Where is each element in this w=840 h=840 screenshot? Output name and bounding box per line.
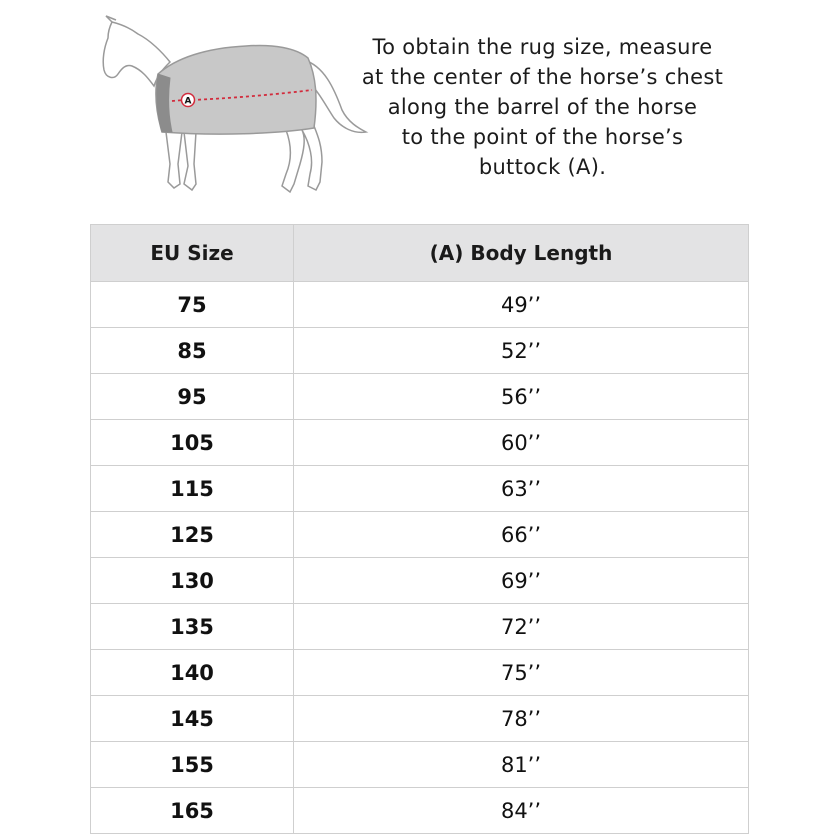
eu-size-cell: 135 [91,604,294,650]
table-row [91,282,749,328]
body-length-cell: 49’’ [294,282,749,328]
body-length-cell: 84’’ [294,788,749,834]
eu-size-cell: 140 [91,650,294,696]
body-length-cell: 60’’ [294,420,749,466]
eu-size-cell: 85 [91,328,294,374]
eu-size-cell: 75 [91,282,294,328]
horse-ear [106,16,116,22]
body-length-cell: 69’’ [294,558,749,604]
table-row [91,650,749,696]
body-length-cell: 75’’ [294,650,749,696]
body-length-cell: 52’’ [294,328,749,374]
horse-hind-legs [282,126,322,192]
body-length-cell: 66’’ [294,512,749,558]
table-row [91,742,749,788]
header-body-length: (A) Body Length [294,225,749,282]
table-row [91,558,749,604]
body-length-cell: 81’’ [294,742,749,788]
table-row [91,604,749,650]
table-row [91,466,749,512]
eu-size-cell: 155 [91,742,294,788]
table-row [91,328,749,374]
table-row [91,420,749,466]
body-length-cell: 63’’ [294,466,749,512]
eu-size-cell: 165 [91,788,294,834]
rug-body [156,46,316,135]
eu-size-cell: 115 [91,466,294,512]
table-row [91,696,749,742]
body-length-cell: 72’’ [294,604,749,650]
eu-size-cell: 105 [91,420,294,466]
eu-size-cell: 95 [91,374,294,420]
eu-size-cell: 145 [91,696,294,742]
table-header-row [91,225,749,282]
measure-marker-label: A [184,96,192,107]
table-row [91,512,749,558]
body-length-cell: 78’’ [294,696,749,742]
horse-rug-illustration [96,14,370,200]
body-length-cell: 56’’ [294,374,749,420]
eu-size-cell: 125 [91,512,294,558]
measuring-instructions: To obtain the rug size, measure at the center of the horse’s chest along the barrel of the horse to the point of the horse’s buttock (A). [361,35,724,179]
table-row [91,788,749,834]
header-eu-size: EU Size [91,225,294,282]
size-chart-table [90,224,749,834]
table-row [91,374,749,420]
horse-front-legs [166,132,196,190]
table-body [91,282,749,834]
eu-size-cell: 130 [91,558,294,604]
